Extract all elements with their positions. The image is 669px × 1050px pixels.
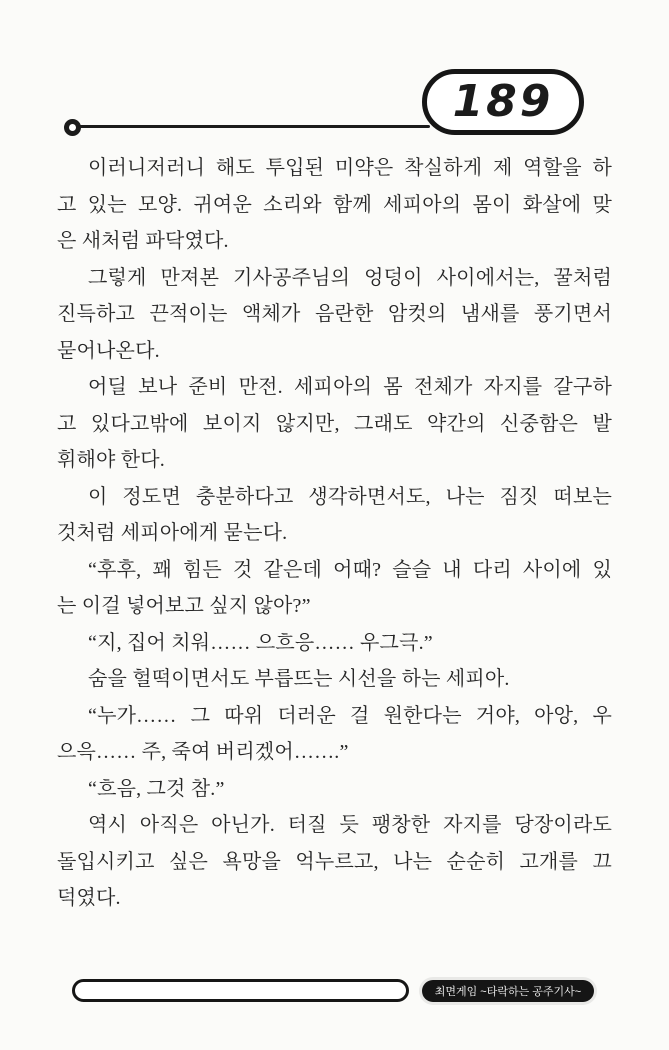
text-line: 숨을 헐떡이면서도 부릅뜨는 시선을 하는 세피아.: [88, 668, 510, 690]
text-line: 이러니저러니 해도 투입된 미약은 착실하게 제 역할을 하: [88, 157, 612, 179]
text-line: 것처럼 세피아에게 묻는다.: [57, 522, 288, 544]
text-line: 고 있다고밖에 보이지 않지만, 그래도 약간의 신중함은 발: [57, 412, 612, 435]
footer-title-badge: [422, 980, 594, 1002]
text-line: “누가…… 그 따위 더러운 걸 원한다는 거야, 아앙, 우: [88, 704, 612, 727]
text-line: 휘해야 한다.: [57, 449, 165, 471]
body-text: [57, 150, 612, 917]
text-line: 이 정도면 충분하다고 생각하면서도, 나는 짐짓 떠보는: [88, 485, 612, 508]
text-line: 묻어나온다.: [57, 339, 160, 362]
text-line: 으윽…… 주, 죽여 버리겠어…….”: [57, 741, 349, 763]
page-number: 189: [452, 75, 554, 127]
footer-title: 최면게임 ~타락하는 공주기사~: [434, 986, 582, 998]
page-number-badge: [422, 69, 584, 135]
text-line: 어딜 보나 준비 만전. 세피아의 몸 전체가 자지를 갈구하: [88, 376, 612, 398]
text-line: “지, 집어 치워…… 으흐응…… 우그극.”: [88, 631, 433, 654]
footer-pill: [72, 979, 409, 1002]
text-line: “흐음, 그것 참.”: [88, 777, 225, 800]
text-line: 덕였다.: [57, 887, 121, 909]
text-line: 그렇게 만져본 기사공주님의 엉덩이 사이에서는, 꿀처럼: [88, 266, 612, 289]
text-line: 역시 아직은 아닌가. 터질 듯 팽창한 자지를 당장이라도: [88, 814, 612, 836]
text-line: 돌입시키고 싶은 욕망을 억누르고, 나는 순순히 고개를 끄: [57, 850, 612, 873]
header-rule: [78, 125, 430, 128]
text-line: “후후, 꽤 힘든 것 같은데 어때? 슬슬 내 다리 사이에 있: [88, 558, 612, 581]
text-line: 고 있는 모양. 귀여운 소리와 함께 세피아의 몸이 화살에 맞: [57, 193, 612, 216]
text-line: 는 이걸 넣어보고 싶지 않아?”: [57, 595, 311, 617]
text-line: 진득하고 끈적이는 액체가 음란한 암컷의 냄새를 풍기면서: [57, 303, 612, 325]
text-line: 은 새처럼 파닥였다.: [57, 230, 229, 252]
